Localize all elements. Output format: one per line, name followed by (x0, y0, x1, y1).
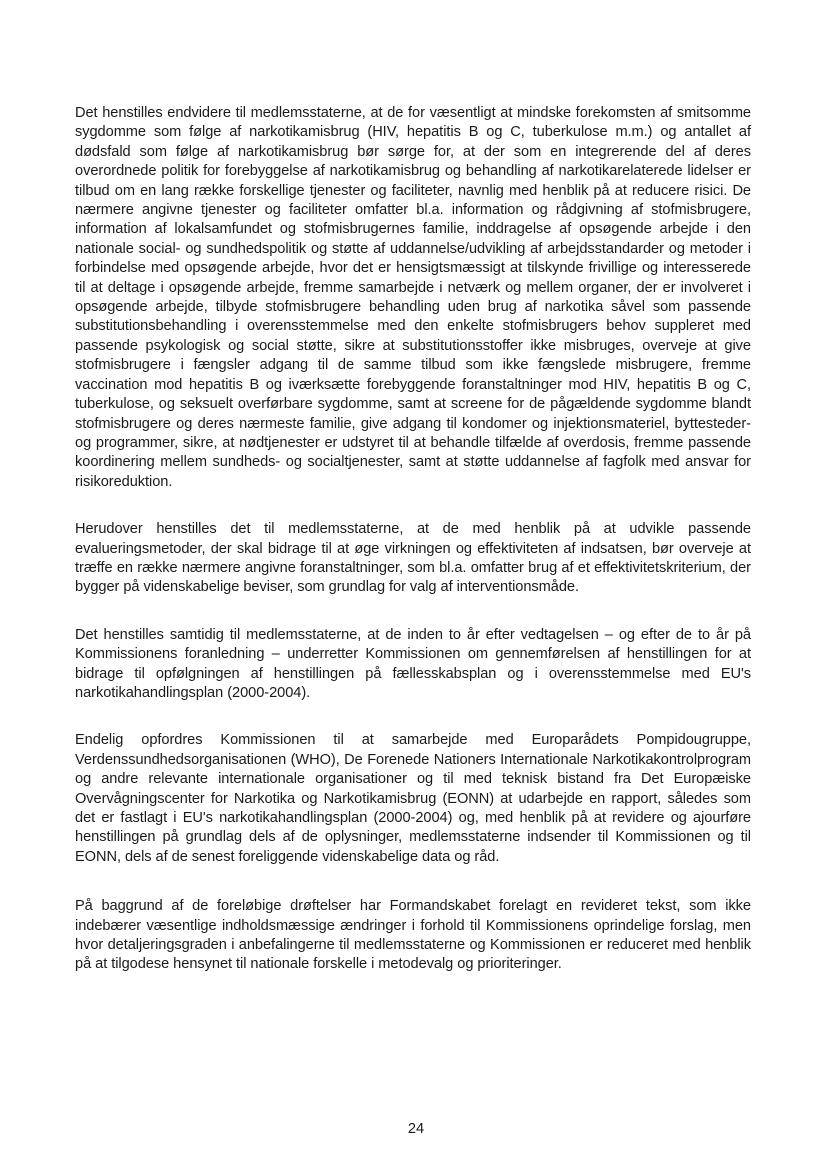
paragraph-evaluation-methods: Herudover henstilles det til medlemsstaterne, at de med henblik på at udvikle passende evalueringsmetoder, der skal bidrage til at øge virkningen og effektiviteten af indsatsen, bør overveje at træffe en række nærmere angivne foranstaltninger, som bl.a. omfatter brug af et effektivitetskriterium, der bygger på videnskabelige beviser, som grundlag for valg af interventionsmåde. (75, 521, 751, 596)
document-body (75, 104, 751, 1003)
paragraph-implementation-reporting: Det henstilles samtidig til medlemsstaterne, at de inden to år efter vedtagelsen – og efter de to år på Kommissionens foranledning – underretter Kommissionen om gennemførelsen af henstillingen for at bidrage til opfølgningen af henstillingen på fællesskabsplan og i overensstemmelse med EU's narkotikahandlingsplan (2000-2004). (75, 626, 751, 701)
paragraph-commission-cooperation: Endelig opfordres Kommissionen til at samarbejde med Europarådets Pompidougruppe, Verdenssundhedsorganisationen (WHO), De Forenede Nationers Internationale Narkotikakontrolprogram og andre relevante internationale organisationer og til med teknisk bistand fra Det Europæiske Overvågningscenter for Narkotika og Narkotikamisbrug (EONN) at udarbejde en rapport, således som det er fastlagt i EU's narkotikahandlingsplan (2000-2004) og, med henblik på at revidere og ajourføre henstillingen på grundlag dels af de oplysninger, medlemsstaterne indsender til Kommissionen og til EONN, dels af de senest foreliggende videnskabelige data og råd. (75, 732, 751, 865)
paragraph-presidency-revised-text: På baggrund af de foreløbige drøftelser har Formandskabet forelagt en revideret tekst, som ikke indebærer væsentlige indholdsmæssige ændringer i forhold til Kommissionens oprindelige forslag, men hvor detaljeringsgraden i anbefalingerne til medlemsstaterne og Kommissionen er reduceret med henblik på at tilgodese hensynet til nationale forskelle i metodevalg og prioriteringer. (75, 898, 751, 973)
page-number: 24 (407, 1121, 425, 1137)
paragraph-harm-reduction-services: Det henstilles endvidere til medlemsstaterne, at de for væsentligt at mindske forekomsten af smitsomme sygdomme som følge af narkotikamisbrug (HIV, hepatitis B og C, tuberkulose m.m.) og antallet af dødsfald som følge af narkotikamisbrug bør sørge for, at der som en integrerende del af deres overordnede politik for forebyggelse af narkotikamisbrug og behandling af narkotikarelaterede lidelser er tilbud om en lang række forskellige tjenester og faciliteter, navnlig med henblik på at reducere risici. De nærmere angivne tjenester og faciliteter omfatter bl.a. information og rådgivning af stofmisbrugere, information af lokalsamfundet og stofmisbrugernes familie, inddragelse af opsøgende arbejde i den nationale social- og sundhedspolitik og støtte af uddannelse/udvikling af arbejdsstandarder og metoder i forbindelse med opsøgende arbejde, hvor det er hensigtsmæssigt at tilskynde frivillige og interesserede til at deltage i opsøgende arbejde, fremme samarbejde i netværk og mellem organer, der er involveret i opsøgende arbejde, tilbyde stofmisbrugere behandling uden brug af narkotika såvel som passende substitutionsbehandling i overensstemmelse med den enkelte stofmisbrugers behov suppleret med passende psykologisk og social støtte, sikre at substitutionsstoffer ikke misbruges, overveje at give stofmisbrugere i fængsler adgang til de samme tilbud som ikke fængslede misbrugere, fremme vaccination mod hepatitis B og iværksætte forebyggende foranstaltninger mod HIV, hepatitis B og C, tuberkulose, og seksuelt overførbare sygdomme, samt at screene for de pågældende sygdomme blandt stofmisbrugere og deres nærmeste familie, give adgang til kondomer og injektionsmateriel, byttesteder- og programmer, sikre, at nødtjenester er udstyret til at behandle tilfælde af overdosis, fremme passende koordinering mellem sundheds- og socialtjenester, samt at støtte uddannelse af fagfolk med ansvar for risikoreduktion. (75, 105, 751, 490)
